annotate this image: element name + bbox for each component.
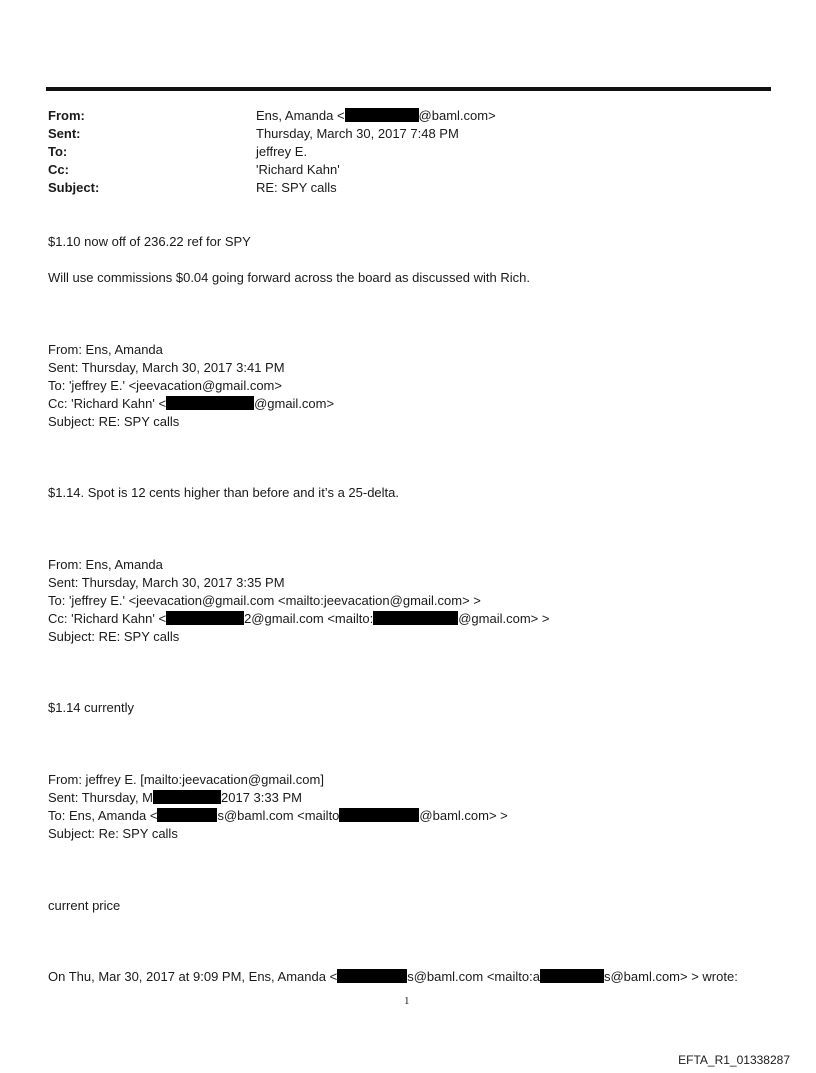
quote1-cc-post: @gmail.com> [254,396,335,411]
sent-label: Sent: [48,126,81,141]
quote2-body: $1.14 currently [48,700,134,715]
quote4-on-line [48,968,738,986]
redaction-block [153,790,221,804]
quote1-sent: Sent: Thursday, March 30, 2017 3:41 PM [48,360,285,375]
quote4-on-mid: s@baml.com <mailto:a [407,969,540,984]
body-line-2: Will use commissions $0.04 going forward across the board as discussed with Rich. [48,270,530,285]
sent-value: Thursday, March 30, 2017 7:48 PM [256,126,459,141]
cc-label: Cc: [48,162,69,177]
page-number: 1 [404,995,410,1007]
quote3-sent-post: 2017 3:33 PM [221,790,302,805]
quote1-body: $1.14. Spot is 12 cents higher than before and it’s a 25-delta. [48,485,399,500]
quote2-from: From: Ens, Amanda [48,557,163,572]
subject-value: RE: SPY calls [256,180,337,195]
quote3-sent-pre: Sent: Thursday, M [48,790,154,805]
quote1-from: From: Ens, Amanda [48,342,163,357]
from-name: Ens, Amanda < [256,108,345,123]
cc-row [48,161,496,179]
quote2-sent: Sent: Thursday, March 30, 2017 3:35 PM [48,575,285,590]
quote3-body: current price [48,898,121,913]
subject-row [48,179,496,197]
quote2-subject: Subject: RE: SPY calls [48,629,180,644]
redaction-block [157,808,217,822]
quote2-cc [48,610,549,628]
redaction-block [345,108,419,122]
redaction-block [337,969,407,983]
cc-value: 'Richard Kahn' [256,162,340,177]
from-label: From: [48,108,85,123]
quote2-cc-pre: Cc: 'Richard Kahn' < [48,611,167,626]
redaction-block [339,808,419,822]
from-domain: @baml.com> [418,108,496,123]
sent-row [48,125,496,143]
to-row [48,143,496,161]
quote3-sent [48,789,302,807]
quote4-on-post: s@baml.com> > wrote: [603,969,738,984]
from-value [256,107,496,125]
quote3-from: From: jeffrey E. [mailto:jeevacation@gmail.com] [48,772,324,787]
redaction-block [373,611,458,625]
quote4-on-pre: On Thu, Mar 30, 2017 at 9:09 PM, Ens, Amanda < [48,969,338,984]
document-id: EFTA_R1_01338287 [678,1053,790,1067]
redaction-block [166,611,244,625]
quote3-to [48,807,508,825]
quote3-to-post: @baml.com> > [419,808,508,823]
from-row [48,107,496,125]
quote3-to-pre: To: Ens, Amanda < [48,808,158,823]
quote2-cc-post: @gmail.com> > [458,611,550,626]
quote2-to: To: 'jeffrey E.' <jeevacation@gmail.com <mailto:jeevacation@gmail.com> > [48,593,481,608]
to-value: jeffrey E. [256,144,308,159]
redaction-block [540,969,604,983]
quote1-cc [48,395,334,413]
email-header [48,107,496,197]
to-label: To: [48,144,68,159]
quote3-subject: Subject: Re: SPY calls [48,826,178,841]
body-line-1: $1.10 now off of 236.22 ref for SPY [48,234,251,249]
quote1-to: To: 'jeffrey E.' <jeevacation@gmail.com> [48,378,282,393]
redaction-block [166,396,254,410]
header-rule [46,87,771,91]
quote1-subject: Subject: RE: SPY calls [48,414,180,429]
quote1-cc-pre: Cc: 'Richard Kahn' < [48,396,167,411]
quote3-to-mid: s@baml.com <mailto [217,808,340,823]
subject-label: Subject: [48,180,100,195]
quote2-cc-mid: 2@gmail.com <mailto: [244,611,374,626]
